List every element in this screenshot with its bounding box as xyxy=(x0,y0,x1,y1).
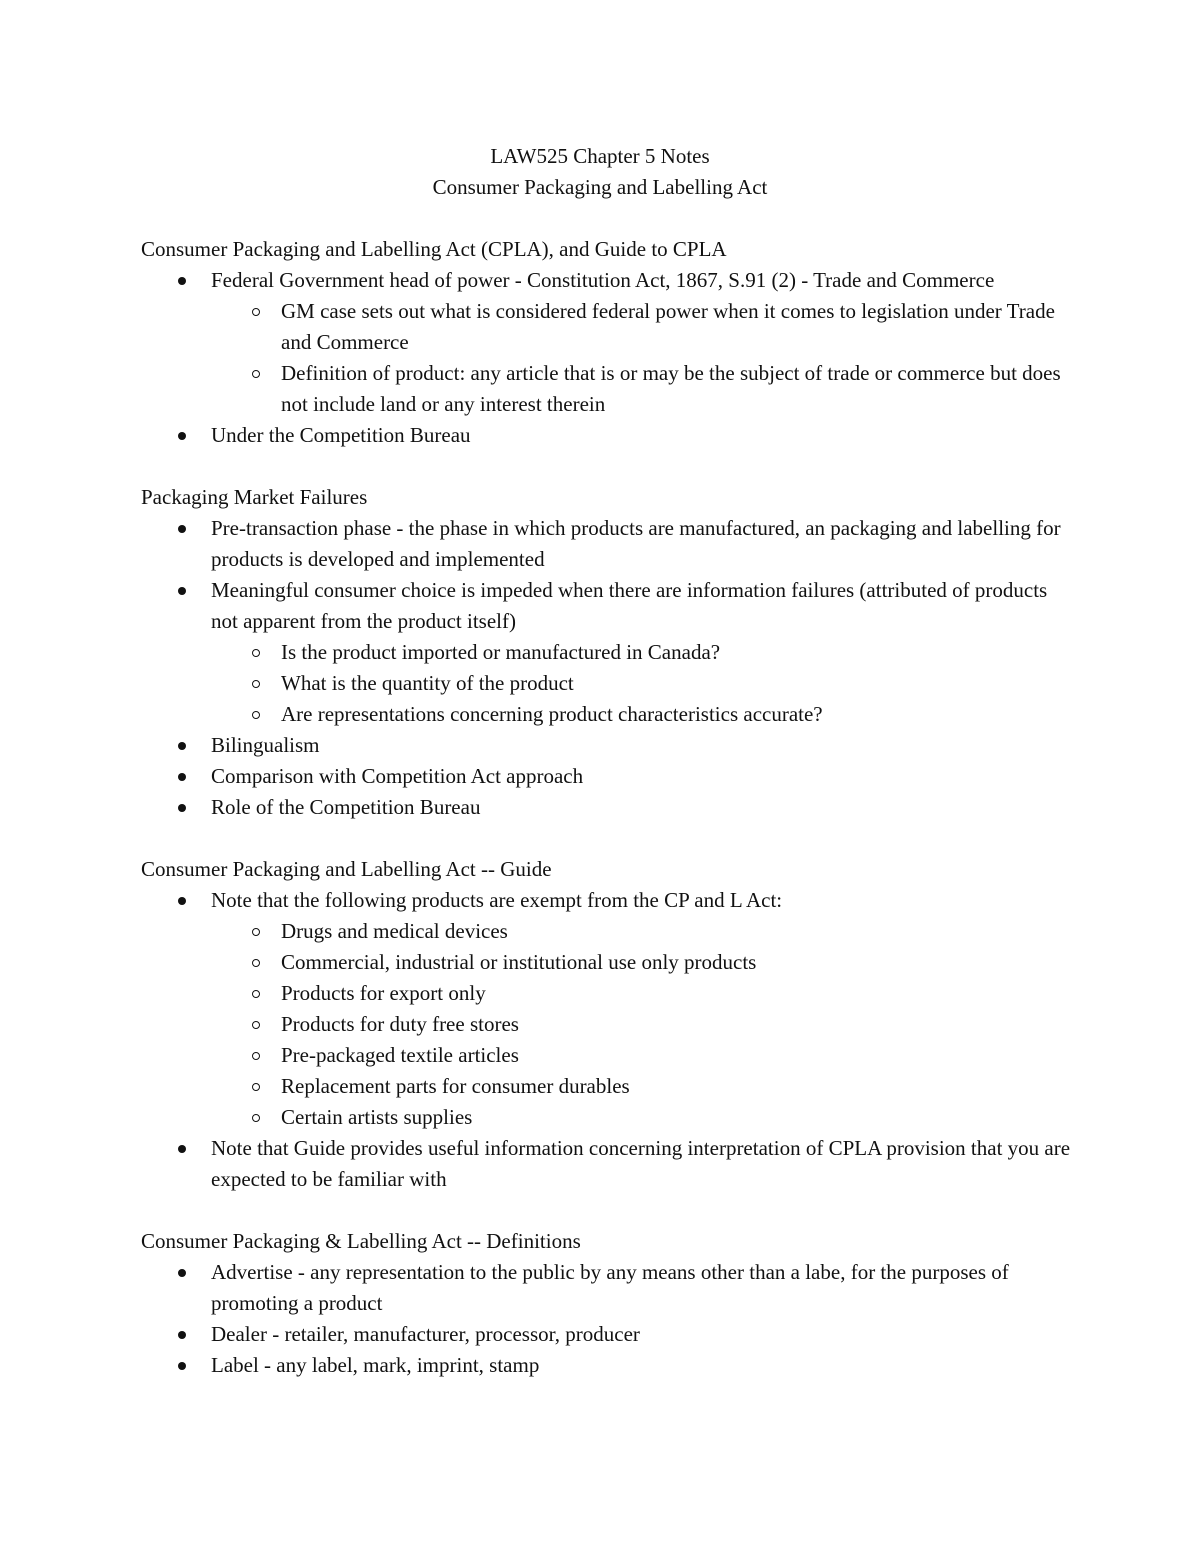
list-item xyxy=(141,885,1071,1133)
section-heading: Packaging Market Failures xyxy=(141,485,368,509)
sub-list-item xyxy=(211,637,1071,668)
hollow-bullet-icon xyxy=(252,928,260,936)
list-item xyxy=(141,420,1071,451)
list-item xyxy=(141,761,1071,792)
filled-bullet-icon xyxy=(178,773,186,781)
sub-list-item-text: Drugs and medical devices xyxy=(281,919,508,943)
filled-bullet-icon xyxy=(178,432,186,440)
list-item-text: Bilingualism xyxy=(211,733,320,757)
bullet-list xyxy=(141,513,1071,823)
list-item-text: Advertise - any representation to the public by any means other than a labe, for the purposes of promoting a product xyxy=(211,1260,1009,1315)
list-item xyxy=(141,1257,1071,1319)
hollow-bullet-icon xyxy=(252,649,260,657)
sub-list-item-text: Certain artists supplies xyxy=(281,1105,473,1129)
sub-bullet-list xyxy=(211,296,1071,420)
list-item xyxy=(141,265,1071,420)
page-title: LAW525 Chapter 5 Notes xyxy=(490,144,710,168)
list-item-text: Note that Guide provides useful information concerning interpretation of CPLA provision that you are expected to be familiar with xyxy=(211,1136,1071,1191)
sub-list-item-text: Products for duty free stores xyxy=(281,1012,519,1036)
hollow-bullet-icon xyxy=(252,1052,260,1060)
sub-list-item-text: Are representations concerning product characteristics accurate? xyxy=(281,702,823,726)
sub-list-item xyxy=(211,1009,1071,1040)
hollow-bullet-icon xyxy=(252,308,260,316)
sub-list-item-text: Pre-packaged textile articles xyxy=(281,1043,519,1067)
list-item xyxy=(141,730,1071,761)
sub-list-item-text: What is the quantity of the product xyxy=(281,671,574,695)
notes-content xyxy=(141,234,1071,1412)
sub-list-item xyxy=(211,916,1071,947)
bullet-list xyxy=(141,265,1071,451)
section-heading: Consumer Packaging & Labelling Act -- Definitions xyxy=(141,1229,581,1253)
section-heading: Consumer Packaging and Labelling Act (CPLA), and Guide to CPLA xyxy=(141,237,727,261)
hollow-bullet-icon xyxy=(252,959,260,967)
sub-list-item xyxy=(211,1102,1071,1133)
list-item-text: Label - any label, mark, imprint, stamp xyxy=(211,1353,540,1377)
filled-bullet-icon xyxy=(178,1331,186,1339)
sub-bullet-list xyxy=(211,637,1071,730)
filled-bullet-icon xyxy=(178,897,186,905)
list-item xyxy=(141,792,1071,823)
sub-list-item xyxy=(211,947,1071,978)
sub-list-item xyxy=(211,978,1071,1009)
sub-list-item xyxy=(211,668,1071,699)
page-subtitle: Consumer Packaging and Labelling Act xyxy=(432,175,768,199)
list-item xyxy=(141,513,1071,575)
sub-list-item xyxy=(211,358,1071,420)
list-item-text: Under the Competition Bureau xyxy=(211,423,471,447)
section-packaging-market-failures xyxy=(141,482,1071,823)
filled-bullet-icon xyxy=(178,804,186,812)
section-cpla-guide-exemptions xyxy=(141,854,1071,1195)
filled-bullet-icon xyxy=(178,1362,186,1370)
hollow-bullet-icon xyxy=(252,680,260,688)
filled-bullet-icon xyxy=(178,525,186,533)
sub-list-item-text: GM case sets out what is considered federal power when it comes to legislation under Trade and Commerce xyxy=(281,299,1055,354)
list-item xyxy=(141,1133,1071,1195)
title-block xyxy=(0,141,1200,203)
sub-list-item xyxy=(211,1071,1071,1102)
sub-list-item-text: Is the product imported or manufactured in Canada? xyxy=(281,640,721,664)
hollow-bullet-icon xyxy=(252,1114,260,1122)
sub-list-item-text: Definition of product: any article that is or may be the subject of trade or commerce but does not include land or any interest therein xyxy=(281,361,1061,416)
section-cpla-definitions xyxy=(141,1226,1071,1381)
hollow-bullet-icon xyxy=(252,370,260,378)
sub-list-item-text: Replacement parts for consumer durables xyxy=(281,1074,630,1098)
section-cpla-guide xyxy=(141,234,1071,451)
bullet-list xyxy=(141,885,1071,1195)
list-item xyxy=(141,1350,1071,1381)
list-item-text: Federal Government head of power - Constitution Act, 1867, S.91 (2) - Trade and Commerce xyxy=(211,268,995,292)
list-item-text: Dealer - retailer, manufacturer, processor, producer xyxy=(211,1322,640,1346)
filled-bullet-icon xyxy=(178,587,186,595)
sub-list-item xyxy=(211,1040,1071,1071)
list-item-text: Role of the Competition Bureau xyxy=(211,795,481,819)
list-item-text: Pre-transaction phase - the phase in which products are manufactured, an packaging and labelling for products is developed and implemented xyxy=(211,516,1061,571)
sub-list-item xyxy=(211,296,1071,358)
sub-list-item xyxy=(211,699,1071,730)
list-item-text: Meaningful consumer choice is impeded when there are information failures (attributed of products not apparent from the product itself) xyxy=(211,578,1048,633)
section-heading: Consumer Packaging and Labelling Act -- Guide xyxy=(141,857,552,881)
filled-bullet-icon xyxy=(178,1145,186,1153)
hollow-bullet-icon xyxy=(252,1021,260,1029)
hollow-bullet-icon xyxy=(252,1083,260,1091)
list-item xyxy=(141,575,1071,730)
sub-list-item-text: Products for export only xyxy=(281,981,486,1005)
list-item-text: Comparison with Competition Act approach xyxy=(211,764,584,788)
hollow-bullet-icon xyxy=(252,711,260,719)
sub-bullet-list xyxy=(211,916,1071,1133)
hollow-bullet-icon xyxy=(252,990,260,998)
filled-bullet-icon xyxy=(178,742,186,750)
sub-list-item-text: Commercial, industrial or institutional use only products xyxy=(281,950,757,974)
filled-bullet-icon xyxy=(178,1269,186,1277)
list-item-text: Note that the following products are exempt from the CP and L Act: xyxy=(211,888,783,912)
bullet-list xyxy=(141,1257,1071,1381)
list-item xyxy=(141,1319,1071,1350)
filled-bullet-icon xyxy=(178,277,186,285)
